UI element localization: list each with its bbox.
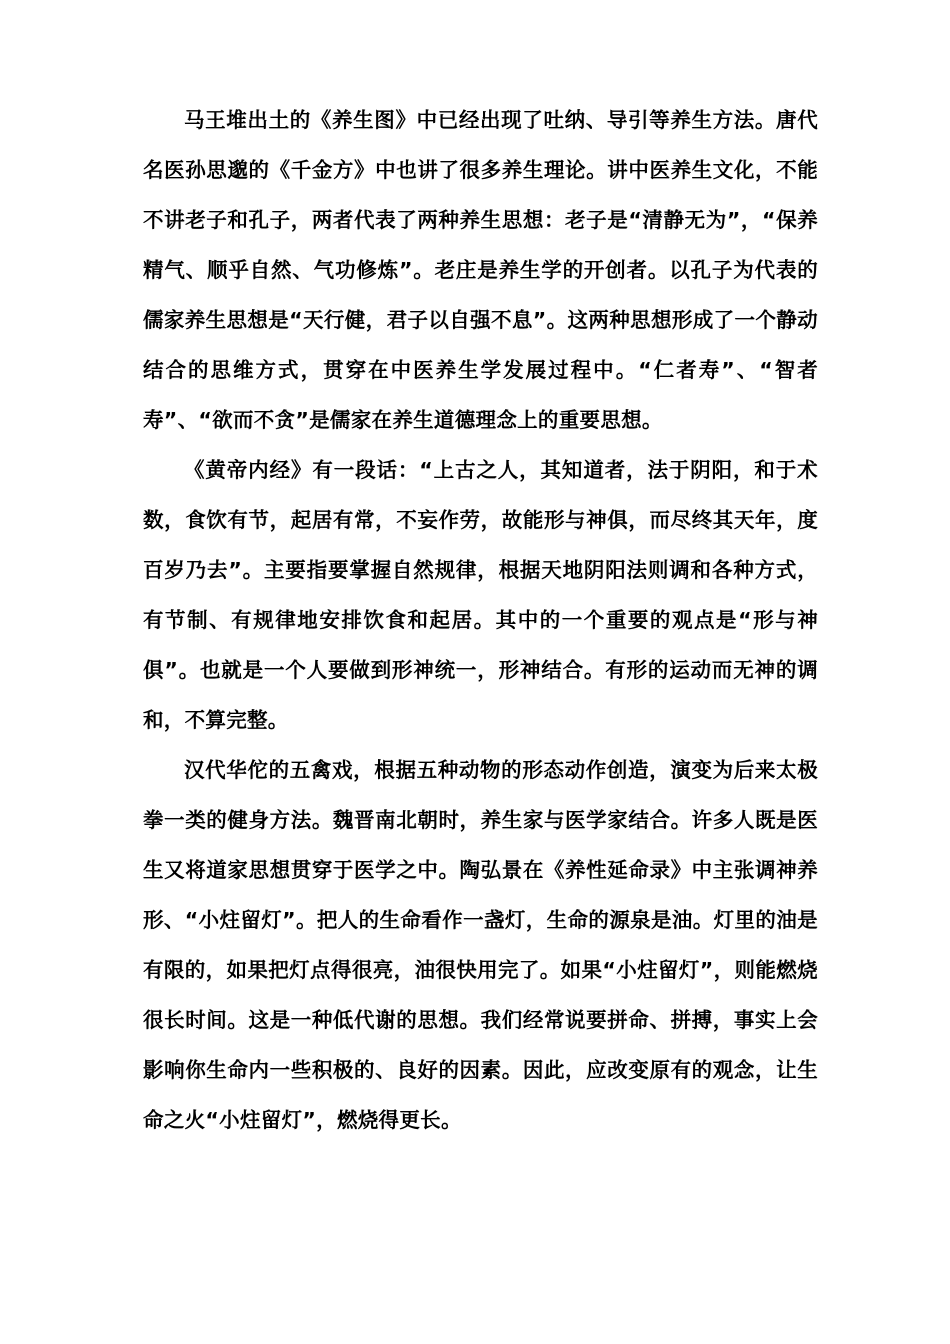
paragraph-2: 《黄帝内经》有一段话：“上古之人，其知道者，法于阴阳，和于术数，食饮有节，起居有常，不妄作劳，故能形与神俱，而尽终其天年，度百岁乃去”。主要指要掌握自然规律，根据天地阴阳法则调和各种方式，有节制、有规律地安排饮食和起居。其中的一个重要的观点是“形与神俱”。也就是一个人要做到形神统一，形神结合。有形的运动而无神的调和，不算完整。 [143, 458, 818, 732]
paragraph-1: 马王堆出土的《养生图》中已经出现了吐纳、导引等养生方法。唐代名医孙思邈的《千金方》中也讲了很多养生理论。讲中医养生文化，不能不讲老子和孔子，两者代表了两种养生思想：老子是“清静无为”，“保养精气、顺乎自然、气功修炼”。老庄是养生学的开创者。以孔子为代表的儒家养生思想是“天行健，君子以自强不息”。这两种思想形成了一个静动结合的思维方式，贯穿在中医养生学发展过程中。“仁者寿”、“智者寿”、“欲而不贪”是儒家在养生道德理念上的重要思想。 [143, 108, 818, 432]
paragraph-3: 汉代华佗的五禽戏，根据五种动物的形态动作创造，演变为后来太极拳一类的健身方法。魏晋南北朝时，养生家与医学家结合。许多人既是医生又将道家思想贯穿于医学之中。陶弘景在《养性延命录》中主张调神养形、“小炷留灯”。把人的生命看作一盏灯，生命的源泉是油。灯里的油是有限的，如果把灯点得很亮，油很快用完了。如果“小炷留灯”，则能燃烧很长时间。这是一种低代谢的思想。我们经常说要拼命、拼搏，事实上会影响你生命内一些积极的、良好的因素。因此，应改变原有的观念，让生命之火“小炷留灯”，燃烧得更长。 [143, 758, 818, 1132]
document-body [143, 95, 818, 1145]
